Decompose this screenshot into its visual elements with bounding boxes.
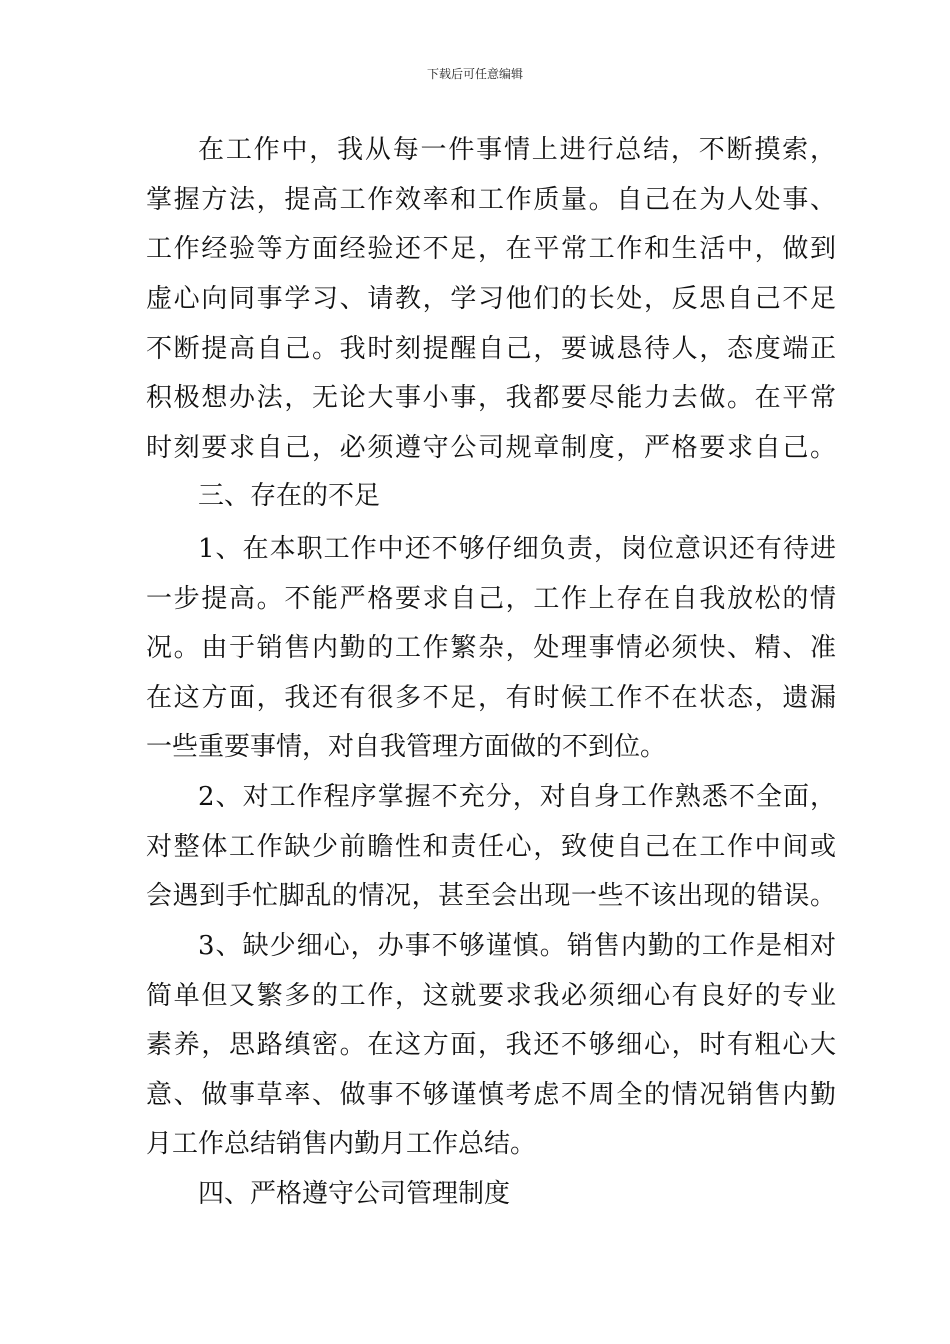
text-line: 况。由于销售内勤的工作繁杂，处理事情必须快、精、准 [146, 633, 836, 663]
section-heading: 四、严格遵守公司管理制度 [198, 1179, 511, 1209]
text-line: 素养，思路缜密。在这方面，我还不够细心，时有粗心大 [146, 1030, 836, 1060]
page-header: 下载后可任意编辑 [426, 67, 523, 81]
text-line: 虚心向同事学习、请教，学习他们的长处，反思自己不足 [146, 284, 836, 314]
text-line: 积极想办法，无论大事小事，我都要尽能力去做。在平常 [146, 383, 836, 413]
text-line: 不断提高自己。我时刻提醒自己，要诚恳待人，态度端正 [146, 334, 836, 364]
text-line: 工作经验等方面经验还不足，在平常工作和生活中，做到 [146, 234, 836, 264]
text-line: 时刻要求自己，必须遵守公司规章制度，严格要求自己。 [146, 433, 836, 463]
text-line: 在这方面，我还有很多不足，有时候工作不在状态，遗漏 [146, 683, 836, 713]
text-line: 对整体工作缺少前瞻性和责任心，致使自己在工作中间或 [146, 832, 836, 862]
text-line: 一步提高。不能严格要求自己，工作上存在自我放松的情 [146, 584, 836, 614]
text-line: 掌握方法，提高工作效率和工作质量。自己在为人处事、 [146, 185, 836, 215]
text-line: 简单但又繁多的工作，这就要求我必须细心有良好的专业 [146, 981, 836, 1011]
section-heading: 三、存在的不足 [198, 481, 381, 511]
text-line: 会遇到手忙脚乱的情况，甚至会出现一些不该出现的错误。 [146, 881, 836, 911]
text-line: 1、在本职工作中还不够仔细负责，岗位意识还有待进 [198, 534, 836, 564]
text-line: 在工作中，我从每一件事情上进行总结，不断摸索， [198, 135, 836, 165]
text-line: 月工作总结销售内勤月工作总结。 [146, 1129, 537, 1159]
text-line: 意、做事草率、做事不够谨慎考虑不周全的情况销售内勤 [146, 1080, 836, 1110]
text-line: 2、对工作程序掌握不充分，对自身工作熟悉不全面， [198, 782, 836, 812]
text-line: 一些重要事情，对自我管理方面做的不到位。 [146, 732, 667, 762]
text-line: 3、缺少细心，办事不够谨慎。销售内勤的工作是相对 [198, 931, 836, 961]
